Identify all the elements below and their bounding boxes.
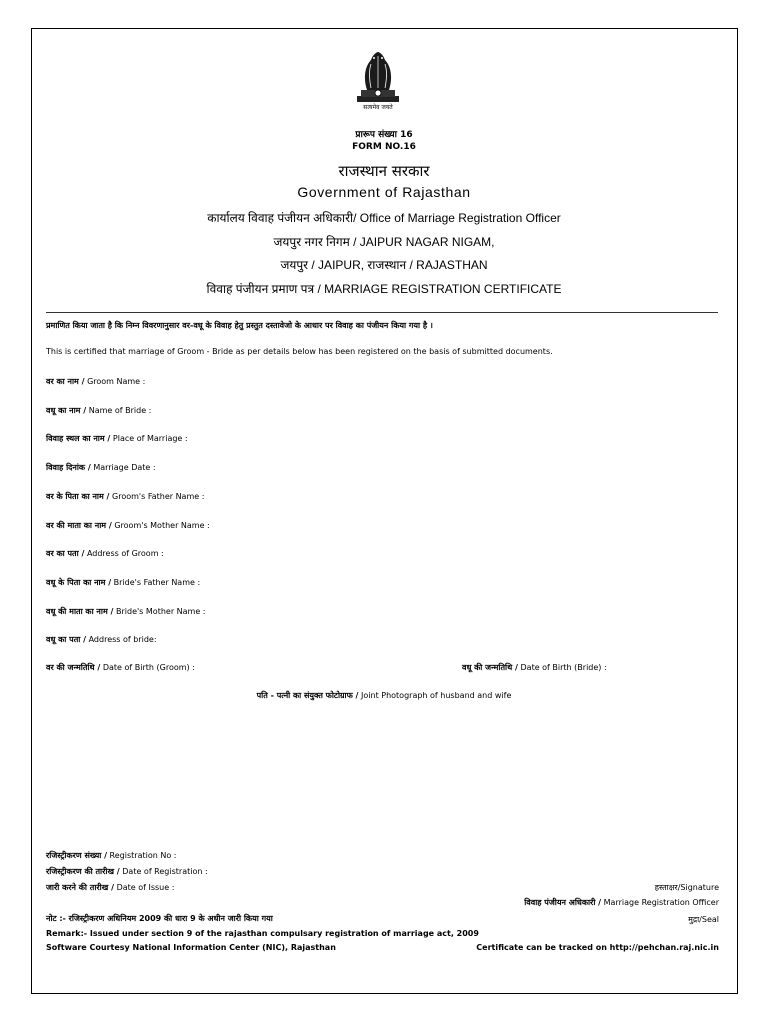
issue-date (46, 882, 174, 893)
field-label-hindi: वधू के पिता का नाम / (46, 578, 112, 587)
field-label: Date of Registration : (122, 867, 208, 876)
divider (46, 312, 718, 313)
officer-label (524, 897, 719, 908)
field-label-hindi: वधू की माता का नाम / (46, 607, 114, 616)
field-label: Place of Marriage : (112, 434, 188, 443)
intro-english: This is certified that marriage of Groom - Bride as per details below has been registered on the basis of submitted documents. (46, 347, 553, 356)
emblem-motto: सत्यमेव जयते (363, 104, 393, 111)
tracking-link[interactable]: Certificate can be tracked on http://pehchan.raj.nic.in (476, 943, 719, 952)
certificate-title: विवाह पंजीयन प्रमाण पत्र / MARRIAGE REGISTRATION CERTIFICATE (206, 282, 562, 296)
national-emblem-icon (347, 44, 409, 112)
field-bride-father (46, 577, 200, 588)
form-number: FORM NO.16 (352, 142, 416, 152)
field-label-hindi: वर के पिता का नाम / (46, 492, 110, 501)
field-bride-dob (462, 662, 607, 673)
field-label-hindi: वधू की जन्मतिथि / (462, 663, 518, 672)
field-label-hindi: वर का नाम / (46, 377, 85, 386)
field-label-hindi: रजिस्ट्रीकरण संख्या / (46, 851, 107, 860)
field-label-hindi: रजिस्ट्रीकरण की तारीख / (46, 867, 120, 876)
field-groom-name (46, 376, 145, 387)
joint-photo-label (0, 690, 768, 701)
officer-label-english: Marriage Registration Officer (603, 898, 719, 907)
seal-label: मुद्रा/Seal (688, 915, 719, 924)
signature-label: हस्ताक्षर/Signature (654, 883, 719, 892)
field-label: Date of Birth (Bride) : (520, 663, 607, 672)
field-label: Marriage Date : (93, 463, 156, 472)
field-groom-address (46, 548, 164, 559)
field-bride-mother (46, 606, 206, 617)
photo-label: Joint Photograph of husband and wife (361, 691, 512, 700)
field-label: Date of Birth (Groom) : (102, 663, 195, 672)
software-courtesy: Software Courtesy National Information Center (NIC), Rajasthan (46, 943, 336, 952)
nagar-nigam-title: जयपुर नगर निगम / JAIPUR NAGAR NIGAM, (273, 235, 495, 249)
field-label-hindi: वधू का पता / (46, 635, 87, 644)
field-label: Registration No : (109, 851, 177, 860)
officer-label-hindi: विवाह पंजीयन अधिकारी / (524, 898, 602, 907)
field-groom-mother (46, 520, 210, 531)
field-bride-address (46, 634, 157, 645)
government-title: Government of Rajasthan (297, 184, 471, 200)
field-label-hindi: जारी करने की तारीख / (46, 883, 115, 892)
field-label: Address of Groom : (86, 549, 164, 558)
field-label: Address of bride: (88, 635, 157, 644)
field-label: Bride's Mother Name : (115, 607, 206, 616)
city-title: जयपुर / JAIPUR, राजस्थान / RAJASTHAN (280, 258, 488, 272)
field-label-hindi: वर की माता का नाम / (46, 521, 112, 530)
photo-label-hindi: पति - पत्नी का संयुक्त फोटोग्राफ / (256, 691, 359, 700)
government-title-hindi: राजस्थान सरकार (338, 162, 430, 180)
field-label-hindi: वधू का नाम / (46, 406, 87, 415)
remark: Remark:- Issued under section 9 of the rajasthan compulsary registration of marriage act, 2009 (46, 929, 479, 938)
field-groom-father (46, 491, 204, 502)
office-title: कार्यालय विवाह पंजीयन अधिकारी/ Office of Marriage Registration Officer (207, 211, 561, 225)
intro-hindi: प्रमाणित किया जाता है कि निम्न विवरणानुसार वर-वधू के विवाह हेतु प्रस्तुत दस्तावेजो के आधार पर विवाह का पंजीयन किया गया है । (46, 321, 433, 330)
field-marriage-date (46, 462, 156, 473)
registration-date (46, 866, 208, 877)
note-hindi: नोट :- रजिस्ट्रीकरण अधिनियम 2009 की धारा 9 के अधीन जारी किया गया (46, 914, 273, 923)
field-label: Groom Name : (87, 377, 146, 386)
field-label: Groom's Mother Name : (114, 521, 210, 530)
field-label: Bride's Father Name : (113, 578, 201, 587)
field-groom-dob (46, 662, 195, 673)
form-number-hindi: प्रारूप संख्या 16 (355, 130, 413, 140)
field-label-hindi: विवाह दिनांक / (46, 463, 91, 472)
field-label-hindi: विवाह स्थल का नाम / (46, 434, 111, 443)
field-bride-name (46, 405, 151, 416)
registration-number (46, 850, 176, 861)
field-label: Name of Bride : (88, 406, 152, 415)
field-label: Groom's Father Name : (112, 492, 205, 501)
field-label-hindi: वर की जन्मतिथि / (46, 663, 101, 672)
field-place-of-marriage (46, 433, 188, 444)
field-label-hindi: वर का पता / (46, 549, 85, 558)
field-label: Date of Issue : (116, 883, 175, 892)
